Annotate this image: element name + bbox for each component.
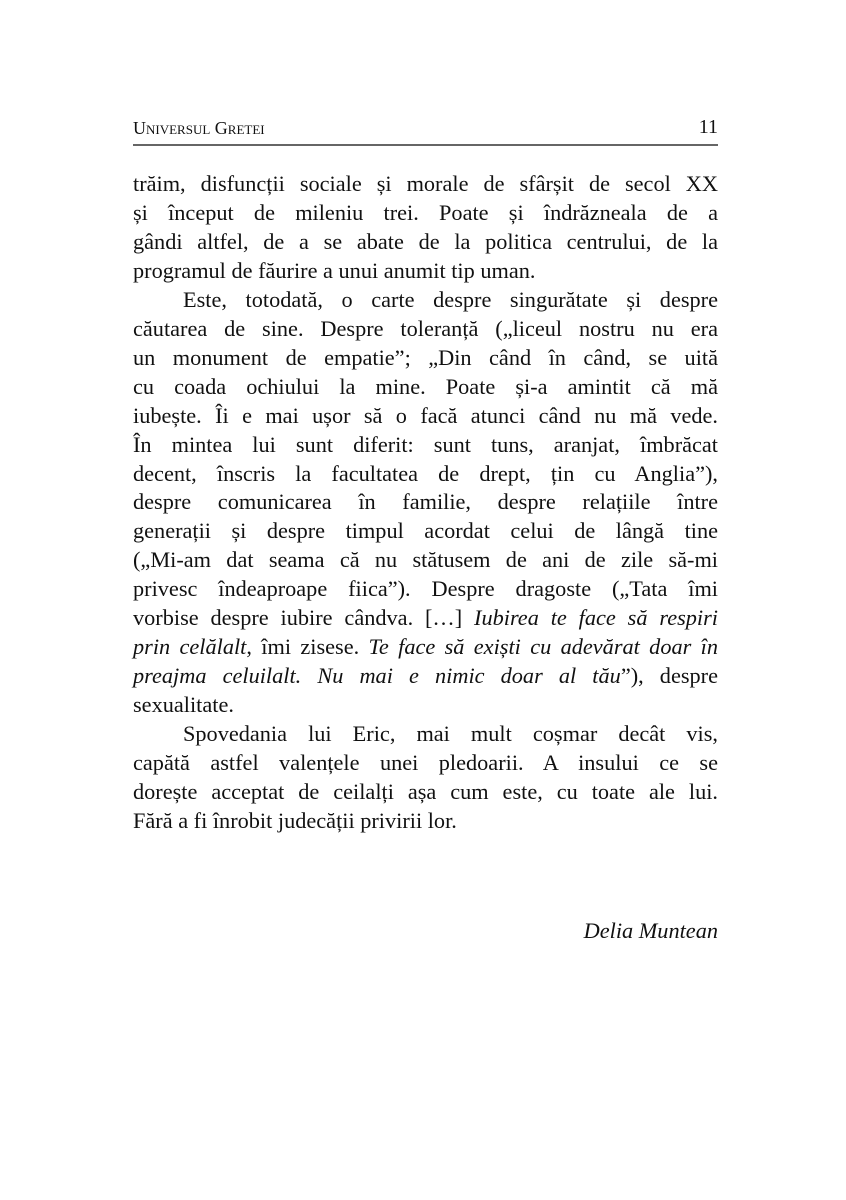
text-segment: iubește. Îi e mai ușor să o facă atunci când nu mă vede. <box>133 402 718 428</box>
text-line <box>133 749 718 778</box>
text-line <box>133 633 718 662</box>
text-line <box>133 170 718 199</box>
text-line <box>133 431 718 460</box>
text-line <box>133 228 718 257</box>
text-segment: privesc îndeaproape fiica”). Despre dragoste („Tata îmi <box>133 576 718 602</box>
text-line <box>133 315 718 344</box>
text-line <box>133 604 718 633</box>
italic-quote: preajma celuilalt. Nu mai e nimic doar al tău <box>133 663 621 689</box>
italic-quote: Te face să exiști cu adevărat doar în <box>368 634 718 660</box>
text-line <box>133 286 718 315</box>
text-line <box>133 199 718 228</box>
text-segment: („Mi-am dat seama că nu stătusem de ani de zile să-mi <box>133 547 718 573</box>
italic-quote: Iubirea te face să respiri <box>474 605 718 631</box>
text-segment: , îmi zisese. <box>246 634 369 660</box>
text-line <box>133 344 718 373</box>
text-segment: ”), despre <box>620 663 719 689</box>
text-segment: gândi altfel, de a se abate de la politica centrului, de la <box>133 228 718 254</box>
text-line <box>133 460 718 489</box>
text-line <box>133 575 718 604</box>
text-line <box>133 691 718 720</box>
text-segment: generații și despre timpul acordat celui de lângă tine <box>133 518 718 544</box>
text-line <box>133 778 718 807</box>
text-line <box>133 488 718 517</box>
text-line <box>133 807 718 836</box>
running-header <box>133 116 718 146</box>
italic-quote: prin celălalt <box>133 634 247 660</box>
text-line <box>133 402 718 431</box>
text-segment: Spovedania lui Eric, mai mult coșmar decât vis, <box>183 721 718 747</box>
text-line <box>133 546 718 575</box>
text-segment: căutarea de sine. Despre toleranță („liceul nostru nu era <box>133 315 718 341</box>
running-title: Universul Gretei <box>133 118 265 138</box>
text-segment: trăim, disfuncții sociale și morale de sfârșit de secol XX <box>133 171 718 196</box>
text-line <box>133 373 718 402</box>
text-segment: Fără a fi înrobit judecății privirii lor. <box>133 807 457 833</box>
text-segment: despre comunicarea în familie, despre relațiile între <box>133 489 718 515</box>
text-segment: cu coada ochiului la mine. Poate și-a amintit că mă <box>133 373 718 399</box>
page-number: 11 <box>698 116 718 138</box>
text-segment: decent, înscris la facultatea de drept, țin cu Anglia”), <box>133 460 718 486</box>
body-text <box>133 170 718 836</box>
text-line <box>133 720 718 749</box>
text-segment: Este, totodată, o carte despre singurătate și despre <box>183 286 718 312</box>
text-segment: sexualitate. <box>133 692 234 718</box>
text-line <box>133 517 718 546</box>
text-segment: și început de mileniu trei. Poate și îndrăzneala de a <box>133 199 718 225</box>
text-line <box>133 257 718 286</box>
author-signature: Delia Muntean <box>583 918 718 943</box>
text-segment: programul de făurire a unui anumit tip uman. <box>133 257 536 283</box>
text-segment: dorește acceptat de ceilalți așa cum este, cu toate ale lui. <box>133 779 718 805</box>
text-segment: capătă astfel valențele unei pledoarii. A insului ce se <box>133 750 718 776</box>
text-segment: un monument de empatie”; „Din când în când, se uită <box>133 344 718 370</box>
text-segment: vorbise despre iubire cândva. […] <box>133 605 475 631</box>
text-line <box>133 662 718 691</box>
text-segment: În mintea lui sunt diferit: sunt tuns, aranjat, îmbrăcat <box>133 431 718 457</box>
